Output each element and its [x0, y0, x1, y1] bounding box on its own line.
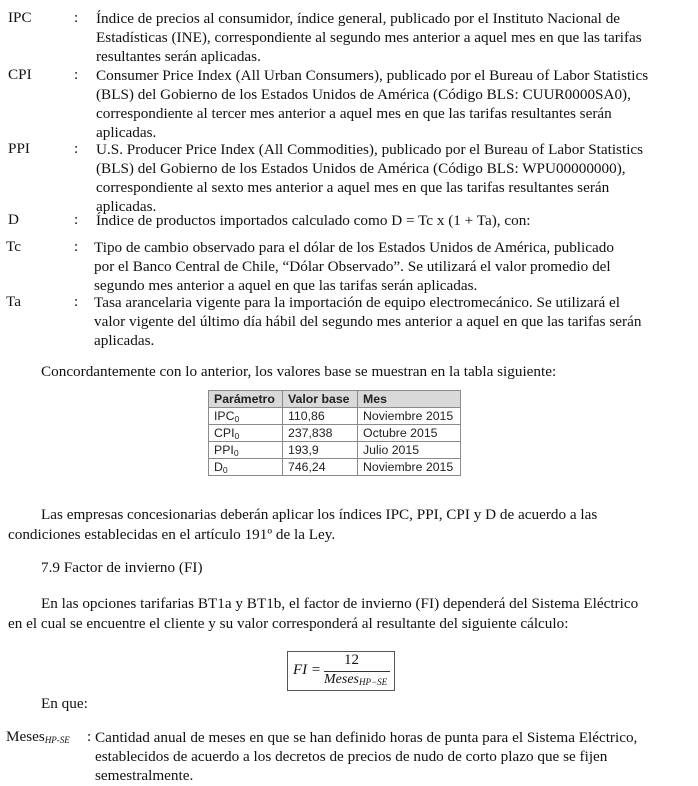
- definition-colon: :: [74, 9, 79, 26]
- definition-term: Tc: [6, 238, 21, 255]
- definition-text: [94, 238, 676, 295]
- param-subscript: 0: [234, 413, 240, 424]
- text-line: semestralmente.: [95, 767, 194, 784]
- definition-text: [95, 728, 676, 785]
- paragraph-companies: [8, 505, 676, 544]
- denominator-subscript: HP−SE: [359, 677, 388, 687]
- cell-param: [209, 425, 283, 442]
- text-line: Cantidad anual de meses en que se han definido horas de punta para el Sistema Eléctrico,: [95, 729, 638, 746]
- text-line: Tipo de cambio observado para el dólar de los Estados Unidos de América, publicado: [94, 239, 614, 256]
- text-line: Tasa arancelaria vigente para la importación de equipo electromecánico. Se utilizará el: [94, 294, 621, 311]
- formula-denominator: [324, 672, 387, 688]
- text-line: aplicadas.: [96, 124, 157, 141]
- text-line: correspondiente al tercer mes anterior a aquel mes en que las tarifas resultantes serán: [96, 105, 612, 122]
- definition-colon: :: [74, 238, 79, 255]
- column-header-valor-base: Valor base: [283, 391, 358, 408]
- cell-month: Noviembre 2015: [358, 459, 461, 476]
- text-line: resultantes serán aplicadas.: [96, 48, 261, 65]
- text-line: condiciones establecidas en el artículo 191º de la Ley.: [8, 525, 336, 543]
- text-line: Las empresas concesionarias deberán aplicar los índices IPC, PPI, CPI y D de acuerdo a las: [41, 506, 598, 523]
- table-row: [209, 442, 461, 459]
- column-header-parametro: Parámetro: [209, 391, 283, 408]
- definition-term: Ta: [6, 293, 21, 310]
- text-line: aplicadas.: [94, 332, 155, 349]
- definition-text: [96, 66, 676, 142]
- definition-term: CPI: [8, 66, 32, 83]
- definition-colon: :: [74, 66, 79, 83]
- text-line: establecidos de acuerdo a los decretos de precios de nudo de corto plazo que se fijen: [95, 748, 608, 765]
- text-line: valor vigente del último día hábil del segundo mes anterior a aquel en que las tarifas serán: [94, 313, 642, 330]
- cell-month: Noviembre 2015: [358, 408, 461, 425]
- cell-value: 237,838: [283, 425, 358, 442]
- text-line: (BLS) del Gobierno de los Estados Unidos de América (Código BLS: CUUR0000SA0),: [96, 86, 631, 103]
- text-line: Consumer Price Index (All Urban Consumers), publicado por el Bureau of Labor Statistics: [96, 67, 649, 84]
- cell-month: Julio 2015: [358, 442, 461, 459]
- text-line: por el Banco Central de Chile, “Dólar Observado”. Se utilizará el valor promedio del: [94, 258, 611, 275]
- fi-formula-box: [287, 651, 395, 691]
- section-heading: 7.9 Factor de invierno (FI): [41, 559, 203, 576]
- text-line: (BLS) del Gobierno de los Estados Unidos de América (Código BLS: WPU00000000),: [96, 160, 626, 177]
- base-values-table: [208, 390, 461, 476]
- definition-term: D: [8, 211, 19, 228]
- definition-text: [96, 140, 676, 216]
- definition-colon: :: [74, 140, 79, 157]
- table-row: [209, 408, 461, 425]
- column-header-mes: Mes: [358, 391, 461, 408]
- param-name: PPI: [214, 442, 234, 457]
- table-intro: Concordantemente con lo anterior, los valores base se muestran en la tabla siguiente:: [41, 363, 557, 380]
- text-line: aplicadas.: [96, 198, 157, 215]
- cell-value: 746,24: [283, 459, 358, 476]
- text-line: Estadísticas (INE), correspondiente al segundo mes anterior a aquel mes en que las tarifas: [96, 29, 642, 46]
- param-name: IPC: [214, 408, 235, 423]
- cell-param: [209, 408, 283, 425]
- definition-colon: :: [87, 728, 92, 745]
- definition-colon: :: [74, 293, 79, 310]
- definition-term: IPC: [8, 9, 32, 26]
- text-line: Índice de productos importados calculado como D = Tc x (1 + Ta), con:: [96, 212, 531, 229]
- en-que-label: En que:: [41, 695, 88, 712]
- denominator-text: Meses: [324, 672, 359, 687]
- definition-text: [94, 293, 676, 350]
- cell-param: [209, 459, 283, 476]
- definition-colon: :: [74, 211, 79, 228]
- definition-text: [96, 9, 676, 66]
- definition-term: [6, 728, 70, 746]
- definition-term: PPI: [8, 140, 30, 157]
- text-line: En las opciones tarifarias BT1a y BT1b, el factor de invierno (FI) dependerá del Sistema Eléctrico: [41, 595, 639, 612]
- param-name: CPI: [214, 425, 235, 440]
- paragraph-options: [8, 594, 676, 633]
- table-row: [209, 425, 461, 442]
- cell-value: 193,9: [283, 442, 358, 459]
- text-line: en el cual se encuentre el cliente y su valor corresponderá al resultante del siguiente cálculo:: [8, 614, 569, 632]
- table-row: [209, 459, 461, 476]
- text-line: segundo mes anterior a aquel en que las tarifas serán aplicadas.: [94, 277, 478, 294]
- text-line: Índice de precios al consumidor, índice general, publicado por el Instituto Nacional de: [96, 10, 621, 27]
- param-subscript: 0: [234, 430, 240, 441]
- cell-month: Octubre 2015: [358, 425, 461, 442]
- formula-numerator: 12: [344, 652, 359, 668]
- cell-value: 110,86: [283, 408, 358, 425]
- text-line: U.S. Producer Price Index (All Commodities), publicado por el Bureau of Labor Statistics: [96, 141, 644, 158]
- definition-text: [96, 211, 676, 230]
- table-header-row: [209, 391, 461, 408]
- formula-lhs: FI =: [293, 662, 322, 678]
- term-subscript: HP-SE: [44, 735, 70, 745]
- param-subscript: 0: [233, 447, 239, 458]
- cell-param: [209, 442, 283, 459]
- term-text: Meses: [6, 728, 45, 745]
- param-name: D: [214, 459, 223, 474]
- param-subscript: 0: [222, 464, 228, 475]
- text-line: correspondiente al sexto mes anterior a aquel mes en que las tarifas resultantes serán: [96, 179, 610, 196]
